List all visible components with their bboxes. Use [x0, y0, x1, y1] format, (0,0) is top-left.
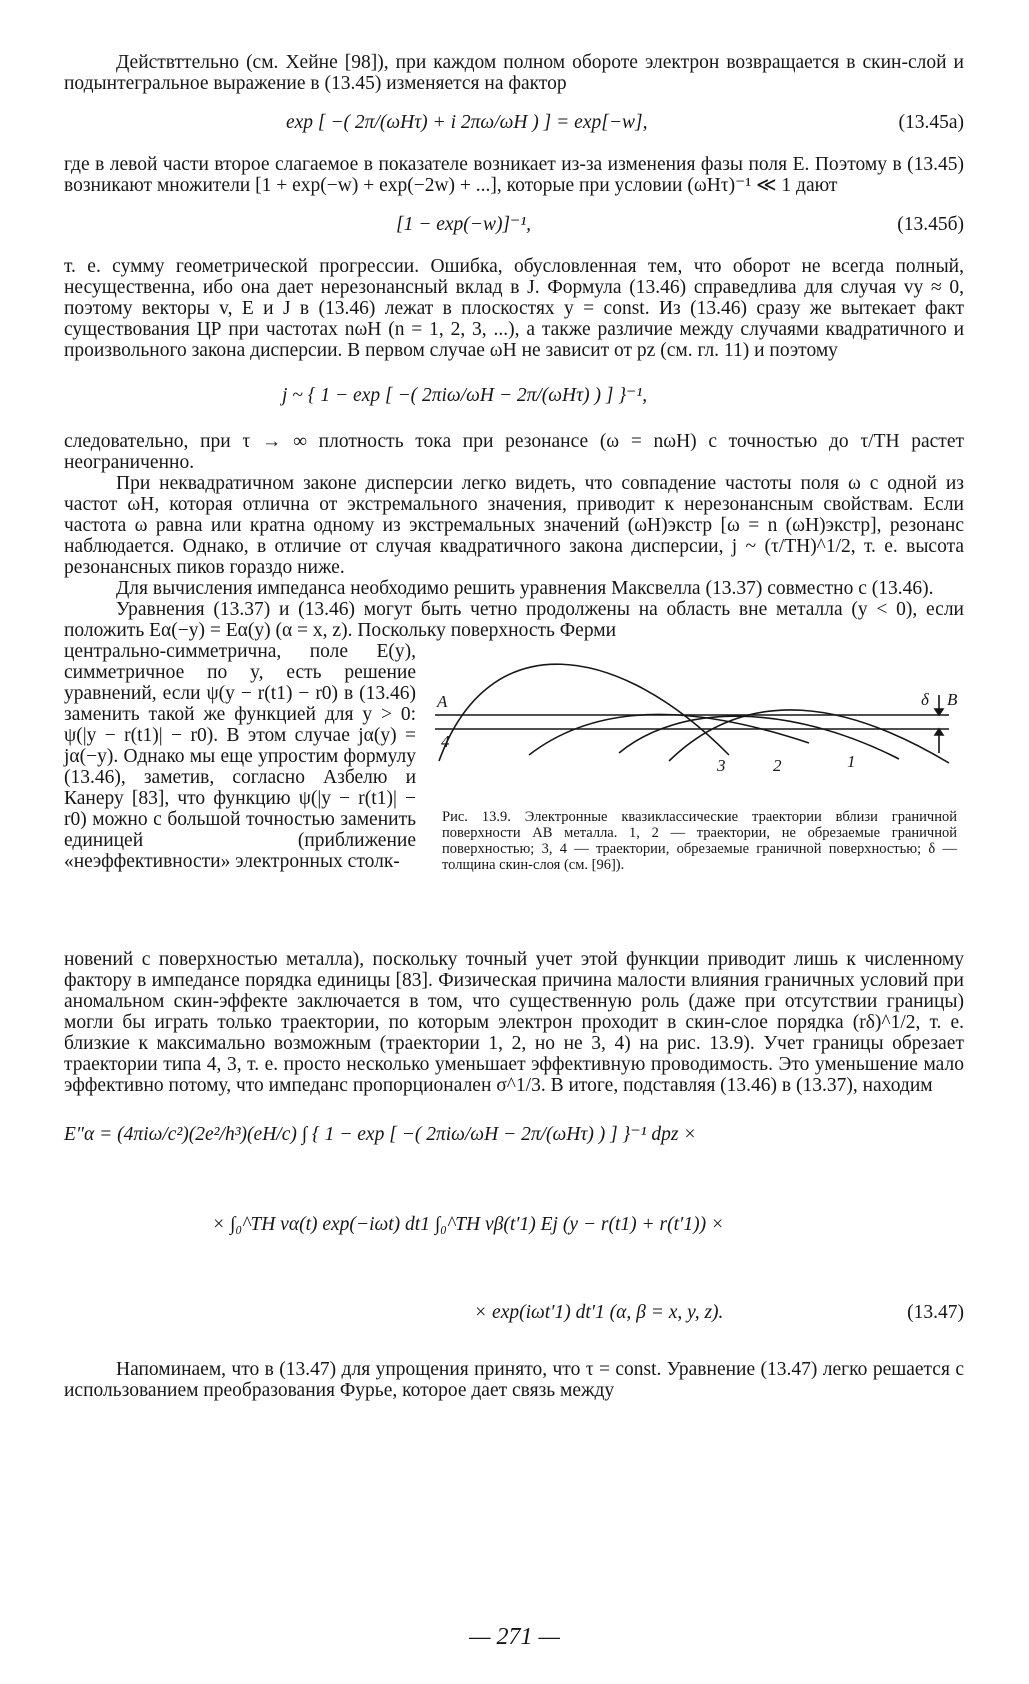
- paragraph-6: Для вычисления импеданса необходимо решить уравнения Максвелла (13.37) совместно с (13.46).: [116, 578, 934, 599]
- formula-13-45a-number: (13.45a): [898, 112, 964, 133]
- figure-13-9-block: [64, 641, 964, 949]
- formula-13-45b-expr: [1 − exp(−w)]⁻¹,: [396, 214, 532, 235]
- paragraph-8-left: центрально-симметрична, поле E(y), симметричное по y, есть решение уравнений, если ψ(y − r(t1) − r0) в (13.46) заменить такой же функцией для y > 0: ψ(|y − r(t1)| − r0). В этом случае jα(y) = jα(−y). Однако мы еще упростим формулу (13.46), заметив, согласно Азбелю и Канеру [83], что функцию ψ(|y − r(t1)| − r0) можно с большой точностью заменить единицей (приближение «неэффективности» электронных столк-: [64, 641, 416, 872]
- paragraph-9: новений с поверхностью металла), поскольку точный учет этой функции приводит лишь к численному фактору в импедансе порядка единицы [83]. Физическая причина малости влияния граничных условий при аномальном скин-эффекте заключается в том, что существенную роль (даже при отсутствии границы) могли бы играть только траектории, по которым электрон проходит в скин-слое порядка (rδ)^1/2, т. е. близкие к максимально возможным (траектории 1, 2, но не 3, 4) на рис. 13.9). Учет границы обрезает траектории типа 4, 3, т. е. просто несколько уменьшает эффективную проводимость. Это уменьшение мало эффективно потому, что импеданс пропорционален σ^1/3. В итоге, подставляя (13.46) в (13.37), находим: [64, 949, 964, 1096]
- formula-current-density: [64, 369, 964, 423]
- paragraph-10: Напоминаем, что в (13.47) для упрощения принято, что τ = const. Уравнение (13.47) легко решается с использованием преобразования Фурье, которое дает связь между: [64, 1359, 964, 1401]
- delta-arrowhead-top: [935, 709, 943, 715]
- label-1: 1: [847, 752, 856, 771]
- delta-arrowhead-bottom: [935, 729, 943, 735]
- label-delta: δ: [921, 690, 929, 709]
- paragraph-3: т. е. сумму геометрической прогрессии. Ошибка, обусловленная тем, что оборот не всегда полный, несущественна, ибо она дает нерезонансный вклад в J. Формула (13.46) справедлива для случая vy ≈ 0, поэтому векторы v, E и J в (13.46) лежат в плоскостях y = const. Из (13.46) сразу же вытекает факт существования ЦР при частотах nωH (n = 1, 2, 3, ...), а также различие между случаями квадратичного и произвольного закона дисперсии. В первом случае ωH не зависит от pz (см. гл. 11) и поэтому: [64, 256, 964, 361]
- page-number: — 271 —: [469, 1624, 560, 1650]
- paragraph-5: При неквадратичном законе дисперсии легко видеть, что совпадение частоты поля ω с одной из частот ωH, которая отлична от экстремального значения, приводит к нерезонансным свойствам. Если частота ω равна или кратна одному из экстремальных значений (ωH)экстр [ω = n (ωH)экстр], резонанс наблюдается. Однако, в отличие от случая квадратичного закона дисперсии, j ~ (τ/TH)^1/2, т. е. высота резонансных пиков гораздо ниже.: [64, 473, 964, 578]
- formula-13-45b: [64, 204, 964, 248]
- label-b: B: [947, 690, 958, 709]
- paragraph-2: где в левой части второе слагаемое в показателе возникает из-за изменения фазы поля E. Поэтому в (13.45) возникают множители [1 + exp(−w) + exp(−2w) + ...], которые при условии (ωHτ)⁻¹ ≪ 1 дают: [64, 154, 964, 196]
- formula-current-density-expr: j ~ { 1 − exp [ −( 2πiω/ωH − 2π/(ωHτ) ) ] }⁻¹,: [282, 385, 648, 406]
- formula-13-45a: [64, 102, 964, 146]
- figure-caption: Рис. 13.9. Электронные квазиклассические траектории вблизи граничной поверхности AB металла. 1, 2 — траектории, не обрезаемые граничной поверхностью; 3, 4 — траектории, обрезаемые граничной поверхностью; δ — толщина скин-слоя (см. [96]).: [442, 809, 957, 873]
- electron-trajectories-diagram: [429, 643, 969, 803]
- figure-side-text: [64, 641, 416, 872]
- formula-13-45b-number: (13.45б): [897, 214, 964, 235]
- formula-13-45a-expr: exp [ −( 2π/(ωHτ) + i 2πω/ωH ) ] = exp[−w],: [286, 112, 648, 133]
- formula-13-47: [64, 1114, 964, 1359]
- trajectory-3: [619, 716, 899, 759]
- label-a: A: [437, 692, 448, 711]
- page-body: [64, 52, 964, 1401]
- paragraph-7: Уравнения (13.37) и (13.46) могут быть четно продолжены на область вне металла (y < 0), если положить Eα(−y) = Eα(y) (α = x, z). Поскольку поверхность Ферми: [64, 599, 964, 641]
- label-3: 3: [717, 756, 726, 775]
- formula-13-47-line-1: E″α = (4πiω/c²)(2e²/h³)(eH/c) ∫ { 1 − exp [ −( 2πiω/ωH − 2π/(ωHτ) ) ] }⁻¹ dpz ×: [64, 1124, 697, 1145]
- label-4: 4: [441, 732, 450, 751]
- formula-13-47-line-2: × ∫₀^TH vα(t) exp(−iωt) dt1 ∫₀^TH vβ(t′1) Ej (y − r(t1) + r(t′1)) ×: [212, 1214, 725, 1235]
- formula-13-47-line-3: × exp(iωt′1) dt′1 (α, β = x, y, z).: [474, 1302, 724, 1323]
- paragraph-4: следовательно, при τ → ∞ плотность тока при резонансе (ω = nωH) с точностью до τ/TH растет неограниченно.: [64, 431, 964, 473]
- formula-13-47-number: (13.47): [907, 1302, 964, 1323]
- paragraph-1: Действттельно (см. Хейне [98]), при каждом полном обороте электрон возвращается в скин-слой и подынтегральное выражение в (13.45) изменяется на фактор: [64, 52, 964, 94]
- label-2: 2: [773, 756, 782, 775]
- trajectory-2: [529, 714, 809, 755]
